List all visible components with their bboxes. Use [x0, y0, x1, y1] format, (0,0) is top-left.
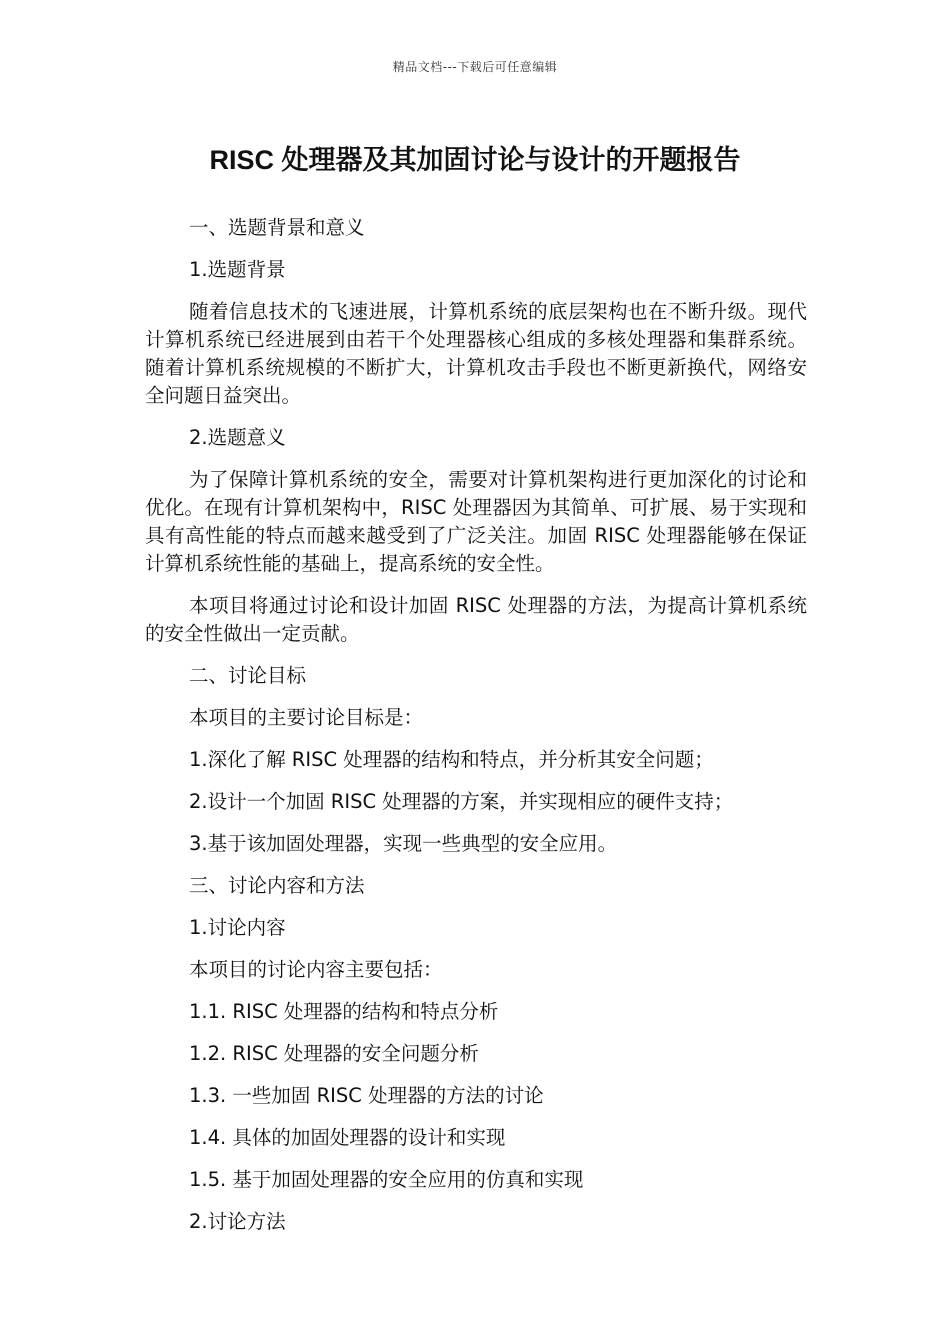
body-paragraph: 1.4. 具体的加固处理器的设计和实现	[189, 1126, 506, 1149]
body-paragraph: 二、讨论目标	[189, 664, 307, 687]
body-paragraph: 三、讨论内容和方法	[189, 874, 365, 897]
body-paragraph: 随着信息技术的飞速进展，计算机系统的底层架构也在不断升级。现代计算机系统已经进展到由若干个处理器核心组成的多核处理器和集群系统。随着计算机系统规模的不断扩大，计算机攻击手段也不断更新换代，网络安全问题日益突出。	[145, 300, 807, 407]
body-paragraph: 1.深化了解 RISC 处理器的结构和特点，并分析其安全问题；	[189, 748, 714, 771]
document-body	[145, 214, 807, 1250]
body-paragraph: 1.3. 一些加固 RISC 处理器的方法的讨论	[189, 1084, 544, 1107]
body-paragraph: 1.5. 基于加固处理器的安全应用的仿真和实现	[189, 1168, 584, 1191]
body-paragraph: 为了保障计算机系统的安全，需要对计算机架构进行更加深化的讨论和优化。在现有计算机架构中，RISC 处理器因为其简单、可扩展、易于实现和具有高性能的特点而越来越受到了广泛关注。加固 RISC 处理器能够在保证计算机系统性能的基础上，提高系统的安全性。	[145, 468, 807, 575]
body-paragraph: 1.1. RISC 处理器的结构和特点分析	[189, 1000, 499, 1023]
body-paragraph: 3.基于该加固处理器，实现一些典型的安全应用。	[189, 832, 618, 855]
body-paragraph: 1.2. RISC 处理器的安全问题分析	[189, 1042, 479, 1065]
body-paragraph: 本项目将通过讨论和设计加固 RISC 处理器的方法，为提高计算机系统的安全性做出一定贡献。	[145, 594, 807, 645]
body-paragraph: 2.设计一个加固 RISC 处理器的方案，并实现相应的硬件支持；	[189, 790, 734, 813]
body-paragraph: 一、选题背景和意义	[189, 216, 365, 239]
body-paragraph: 2.选题意义	[189, 426, 286, 449]
body-paragraph: 2.讨论方法	[189, 1210, 286, 1233]
body-paragraph: 本项目的讨论内容主要包括：	[189, 958, 443, 981]
body-paragraph: 1.选题背景	[189, 258, 286, 281]
body-paragraph: 本项目的主要讨论目标是：	[189, 706, 424, 729]
body-paragraph: 1.讨论内容	[189, 916, 286, 939]
page-header: 精品文档---下载后可任意编辑	[392, 60, 558, 74]
document-title: RISC 处理器及其加固讨论与设计的开题报告	[209, 145, 741, 175]
